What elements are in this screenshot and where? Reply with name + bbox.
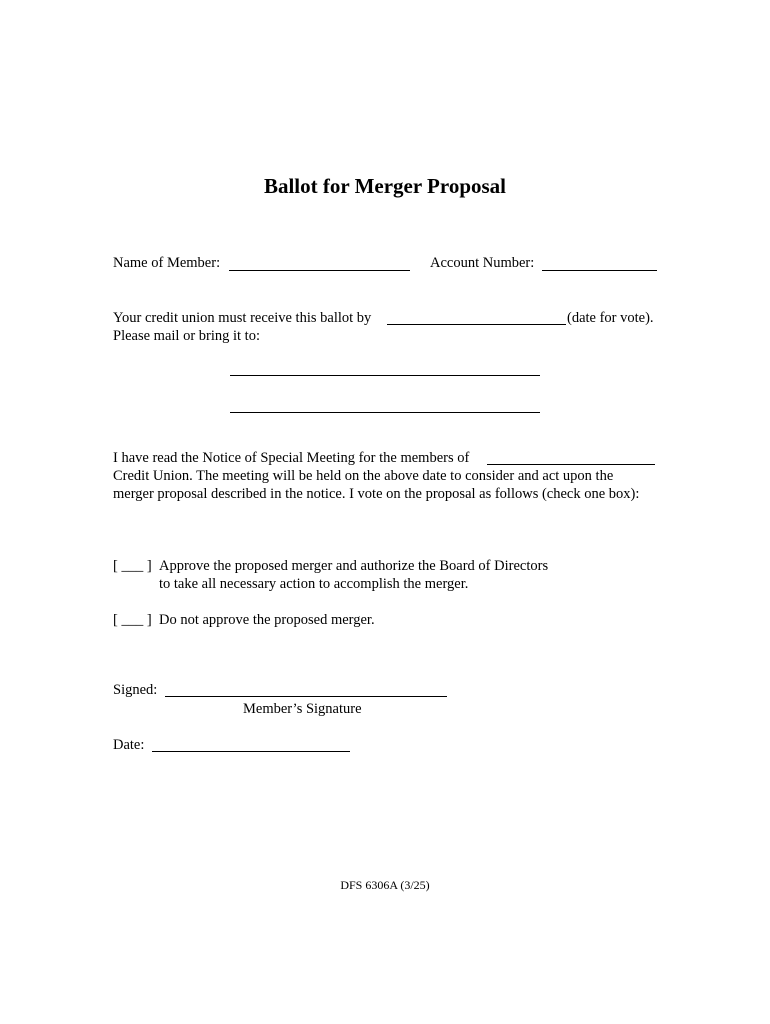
signed-label: Signed: [113, 682, 158, 698]
address-line-1[interactable] [230, 375, 540, 376]
signature-field[interactable] [165, 696, 447, 697]
signature-caption: Member’s Signature [243, 701, 362, 717]
reject-checkbox[interactable]: [ ___ ] [113, 612, 152, 628]
approve-checkbox[interactable]: [ ___ ] [113, 558, 152, 574]
notice-paragraph: Credit Union. The meeting will be held on the above date to consider and act upon the merger proposal described in the notice. I vote on the proposal as follows (check one box): [113, 468, 640, 502]
receipt-date-caption: (date for vote). [567, 310, 654, 326]
account-number-field[interactable] [542, 270, 657, 271]
member-name-field[interactable] [229, 270, 410, 271]
mail-instructions: Please mail or bring it to: [113, 328, 260, 344]
reject-option-label: Do not approve the proposed merger. [159, 612, 375, 628]
credit-union-name-field[interactable] [487, 464, 655, 465]
approve-option-label-cont: to take all necessary action to accomplish the merger. [159, 576, 469, 592]
date-field[interactable] [152, 751, 350, 752]
document-title: Ballot for Merger Proposal [263, 174, 507, 198]
member-name-label: Name of Member: [113, 255, 221, 271]
receipt-deadline-text: Your credit union must receive this ballot by [113, 310, 372, 326]
form-id: DFS 6306A (3/25) [340, 878, 430, 892]
account-number-label: Account Number: [430, 255, 535, 271]
approve-option-label: Approve the proposed merger and authorize the Board of Directors [159, 558, 549, 574]
address-line-2[interactable] [230, 412, 540, 413]
vote-date-field[interactable] [387, 324, 566, 325]
date-label: Date: [113, 737, 145, 753]
notice-first-line: I have read the Notice of Special Meeting for the members of [113, 450, 470, 466]
